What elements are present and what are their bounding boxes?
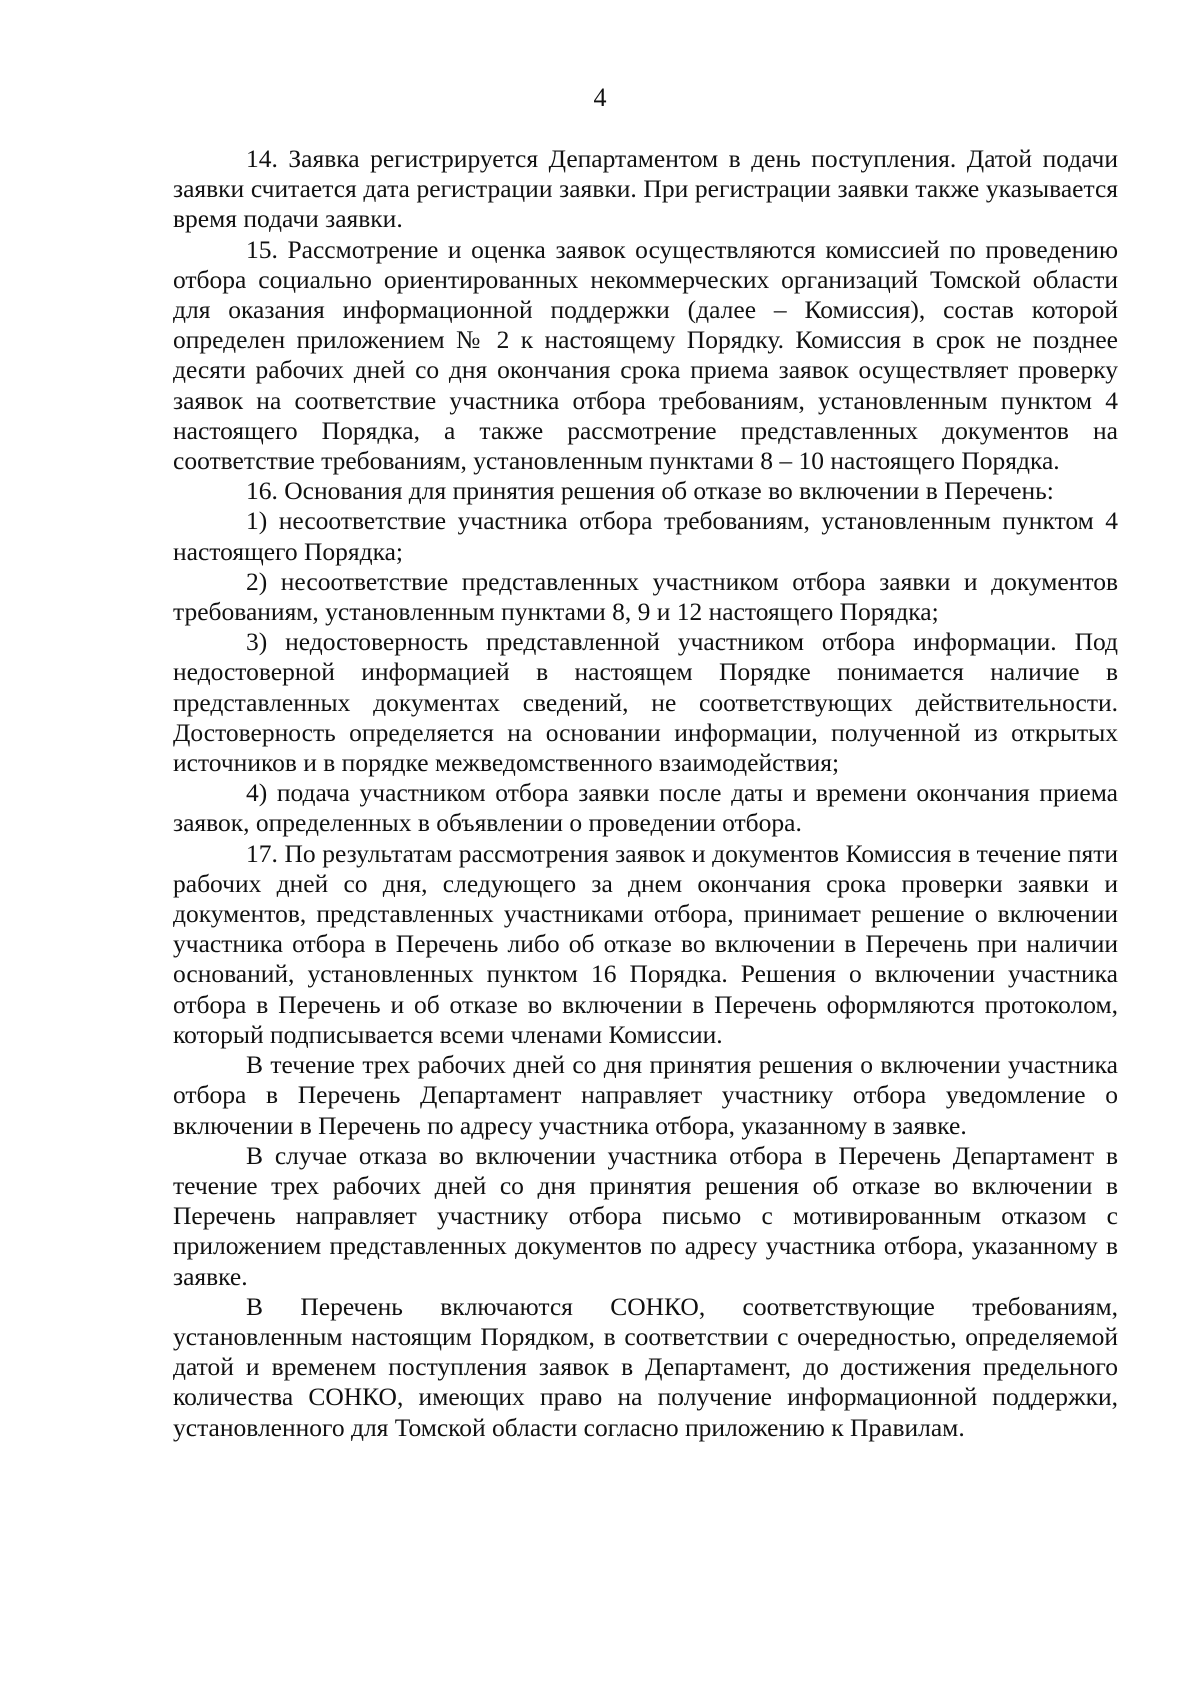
document-body bbox=[173, 144, 1118, 1443]
list-item-16-2: 2) несоответствие представленных участником отбора заявки и документов требованиям, установленным пунктами 8, 9 и 12 настоящего Порядка; bbox=[173, 566, 1118, 627]
list-item-16-1: 1) несоответствие участника отбора требованиям, установленным пунктом 4 настоящего Порядка; bbox=[173, 506, 1118, 566]
paragraph-17-notification: В течение трех рабочих дней со дня принятия решения о включении участника отбора в Перечень Департамент направляет участнику отбора уведомление о включении в Перечень по адресу участника отбора, указанному в заявке. bbox=[173, 1050, 1118, 1140]
paragraph-17-inclusion: В Перечень включаются СОНКО, соответствующие требованиям, установленным настоящим Порядком, в соответствии с очередностью, определяемой датой и временем поступления заявок в Департамент, до достижения предельного количества СОНКО, имеющих право на получение информационной поддержки, установленного для Томской области согласно приложению к Правилам. bbox=[173, 1291, 1118, 1442]
paragraph-15: 15. Рассмотрение и оценка заявок осуществляются комиссией по проведению отбора социально ориентированных некоммерческих организаций Томской области для оказания информационной поддержки (далее – Комиссия), состав которой определен приложением № 2 к настоящему Порядку. Комиссия в срок не позднее десяти рабочих дней со дня окончания срока приема заявок осуществляет проверку заявок на соответствие участника отбора требованиям, установленным пунктом 4 настоящего Порядка, а также рассмотрение представленных документов на соответствие требованиям, установленным пунктами 8 – 10 настоящего Порядка. bbox=[173, 234, 1118, 476]
list-item-16-3: 3) недостоверность представленной участником отбора информации. Под недостоверной информацией в настоящем Порядке понимается наличие в представленных документах сведений, не соответствующих действительности. Достоверность определяется на основании информации, полученной из открытых источников и в порядке межведомственного взаимодействия; bbox=[173, 627, 1118, 778]
paragraph-17-refusal: В случае отказа во включении участника отбора в Перечень Департамент в течение трех рабочих дней со дня принятия решения об отказе во включении в Перечень направляет участнику отбора письмо с мотивированным отказом с приложением представленных документов по адресу участника отбора, указанному в заявке. bbox=[173, 1140, 1118, 1291]
paragraph-17: 17. По результатам рассмотрения заявок и документов Комиссия в течение пяти рабочих дней со дня, следующего за днем окончания срока проверки заявки и документов, представленных участниками отбора, принимает решение о включении участника отбора в Перечень либо об отказе во включении в Перечень при наличии оснований, установленных пунктом 16 Порядка. Решения о включении участника отбора в Перечень и об отказе во включении в Перечень оформляются протоколом, который подписывается всеми членами Комиссии. bbox=[173, 838, 1118, 1049]
paragraph-14: 14. Заявка регистрируется Департаментом в день поступления. Датой подачи заявки считается дата регистрации заявки. При регистрации заявки также указывается время подачи заявки. bbox=[173, 144, 1118, 234]
page-number: 4 bbox=[593, 83, 607, 112]
paragraph-16: 16. Основания для принятия решения об отказе во включении в Перечень: bbox=[246, 476, 1054, 506]
list-item-16-4: 4) подача участником отбора заявки после даты и времени окончания приема заявок, определенных в объявлении о проведении отбора. bbox=[173, 778, 1118, 838]
